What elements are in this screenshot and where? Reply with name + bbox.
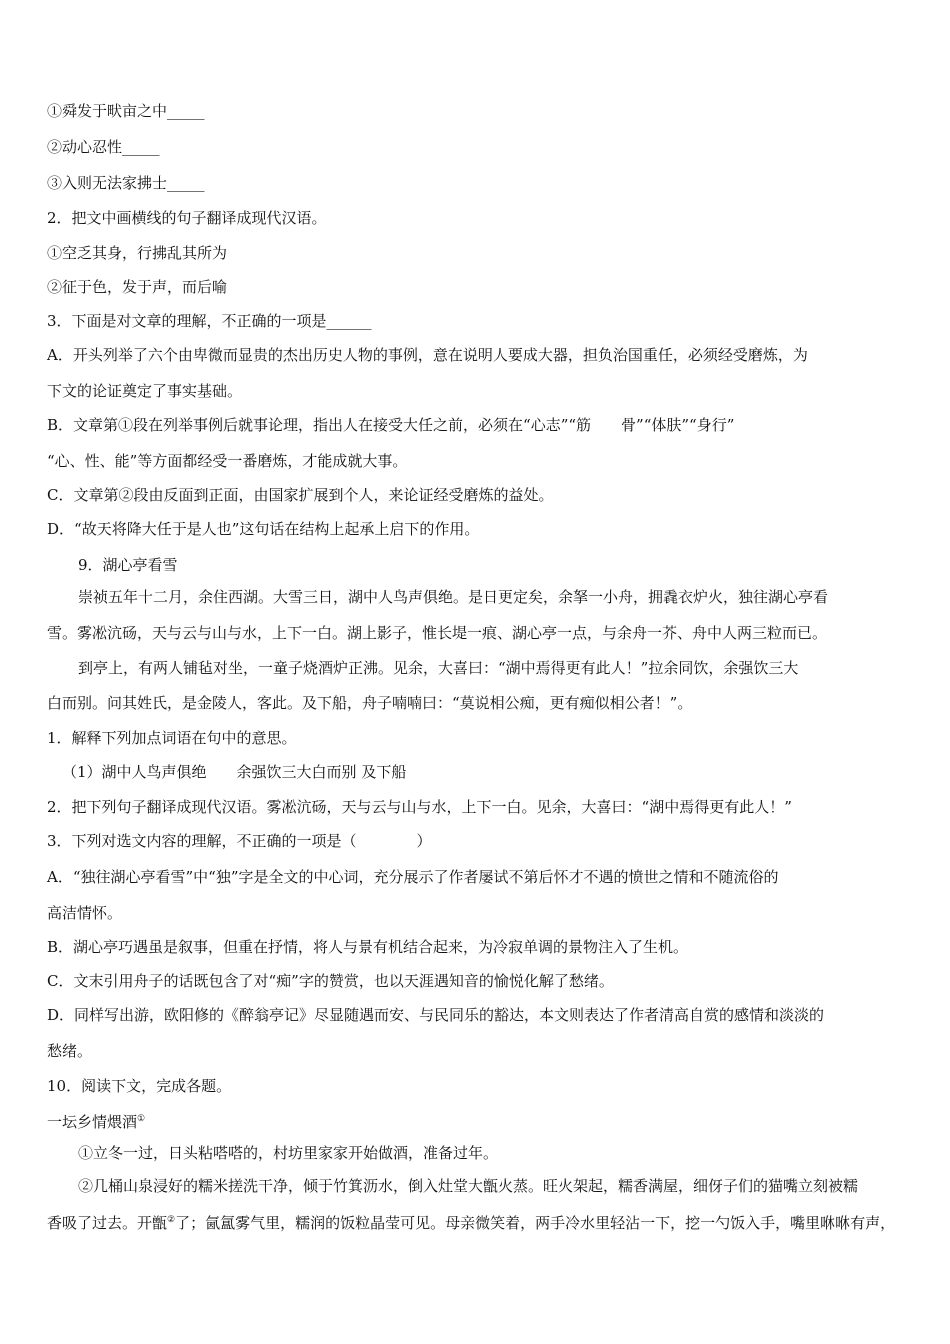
question-line: 10．阅读下文，完成各题。 — [47, 1077, 232, 1095]
question-line: ③入则无法家拂士_____ — [47, 174, 205, 192]
option-line: C．文章第②段由反面到正面，由国家扩展到个人，来论证经受磨炼的益处。 — [47, 486, 554, 504]
question-line: 3．下列对选文内容的理解，不正确的一项是（ ） — [47, 832, 432, 850]
article-line: 香吸了过去。开甑②了；氤氲雾气里，糯润的饭粒晶莹可见。母亲微笑着，两手冷水里轻沾一下，挖一勺饭入手，嘴里咻咻有声， — [47, 1214, 896, 1232]
question-line: ②动心忍性_____ — [47, 138, 160, 156]
option-line: 下文的论证奠定了事实基础。 — [47, 382, 243, 400]
option-line: D．“故天将降大任于是人也”这句话在结构上起承上启下的作用。 — [47, 520, 480, 538]
option-line: D．同样写出游，欧阳修的《醉翁亭记》尽显随遇而安、与民同乐的豁达，本文则表达了作者清高自赏的感情和淡淡的 — [47, 1006, 825, 1024]
question-line: ①舜发于畎亩之中_____ — [47, 102, 205, 120]
article-line: ②几桶山泉浸好的糯米搓洗干净，倾于竹箕沥水，倒入灶堂大甑火蒸。旺火架起，糯香满屋，细伢子们的猫嘴立刻被糯 — [78, 1177, 859, 1195]
option-line: A．“独往湖心亭看雪”中“独”字是全文的中心词，充分展示了作者屡试不第后怀才不遇的愤世之情和不随流俗的 — [47, 868, 779, 886]
passage-line: 白而别。问其姓氏，是金陵人，客此。及下船，舟子喃喃曰：“莫说相公痴，更有痴似相公者！”。 — [47, 694, 693, 712]
option-line: B．湖心亭巧遇虽是叙事，但重在抒情，将人与景有机结合起来，为冷寂单调的景物注入了生机。 — [47, 938, 689, 956]
option-line: A．开头列举了六个由卑微而显贵的杰出历史人物的事例，意在说明人要成大器，担负治国重任，必须经受磨炼，为 — [47, 346, 808, 364]
question-line: 1．解释下列加点词语在句中的意思。 — [47, 729, 297, 747]
option-line: “心、性、能”等方面都经受一番磨炼，才能成就大事。 — [47, 452, 408, 470]
option-line: B．文章第①段在列举事例后就事论理，指出人在接受大任之前，必须在“心志”“筋 骨”“体肤”“身行” — [47, 416, 735, 434]
question-line: ①空乏其身，行拂乱其所为 — [47, 244, 228, 262]
passage-line: 雪。雾凇沆砀，天与云与山与水，上下一白。湖上影子，惟长堤一痕、湖心亭一点，与余舟一芥、舟中人两三粒而已。 — [47, 624, 828, 642]
question-line: ②征于色，发于声，而后喻 — [47, 278, 228, 296]
footnote-marker: ② — [167, 1215, 176, 1225]
article-title: 一坛乡情煨酒① — [47, 1113, 146, 1131]
question-line: 2．把下列句子翻译成现代汉语。雾凇沆砀，天与云与山与水，上下一白。见余，大喜曰：“湖中焉得更有此人！” — [47, 798, 792, 816]
option-line: 愁绪。 — [47, 1042, 93, 1060]
passage-line: 崇祯五年十二月，余住西湖。大雪三日，湖中人鸟声俱绝。是日更定矣，余拏一小舟，拥毳衣炉火，独往湖心亭看 — [78, 588, 829, 606]
footnote-marker: ① — [137, 1114, 146, 1124]
question-line: 3．下面是对文章的理解，不正确的一项是______ — [47, 312, 372, 330]
question-line: 2．把文中画横线的句子翻译成现代汉语。 — [47, 209, 327, 227]
passage-line: 到亭上，有两人铺毡对坐，一童子烧酒炉正沸。见余，大喜曰：“湖中焉得更有此人！”拉余同饮，余强饮三大 — [78, 659, 799, 677]
question-line: （1）湖中人鸟声俱绝 余强饮三大白而别 及下船 — [62, 763, 407, 781]
option-line: 高洁情怀。 — [47, 904, 123, 922]
article-line: ①立冬一过，日头粘嗒嗒的，村坊里家家开始做酒，准备过年。 — [78, 1144, 499, 1162]
option-line: C．文末引用舟子的话既包含了对“痴”字的赞赏，也以天涯遇知音的愉悦化解了愁绪。 — [47, 972, 614, 990]
passage-title: 9．湖心亭看雪 — [78, 556, 178, 574]
